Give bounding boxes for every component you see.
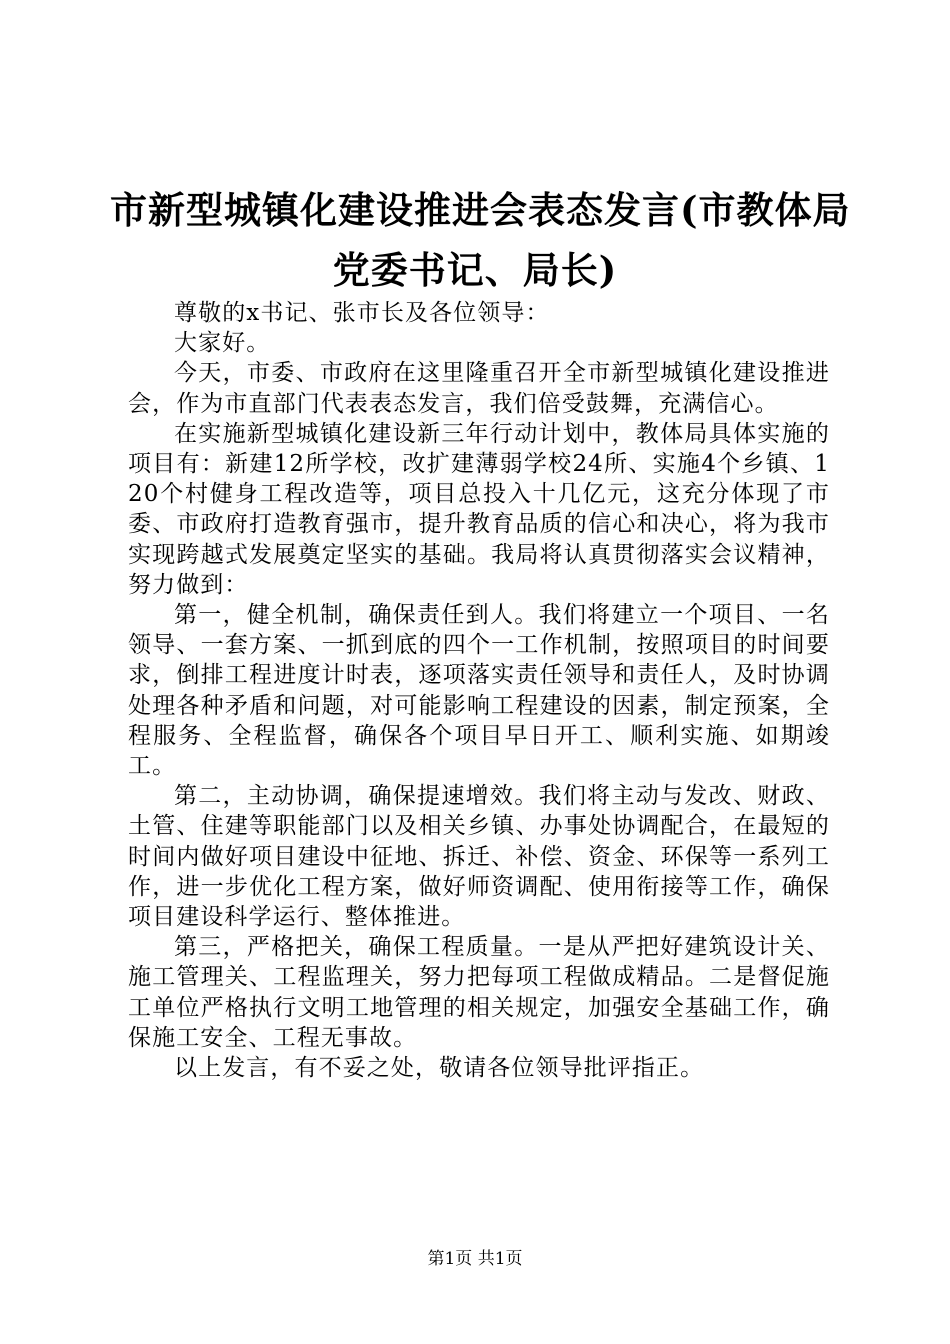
paragraph-intro: 今天，市委、市政府在这里隆重召开全市新型城镇化建设推进会，作为市直部门代表表态发言，我们倍受鼓舞，充满信心。 (128, 360, 830, 417)
page-footer: 第1页 共1页 (427, 1249, 523, 1269)
paragraph-projects: 在实施新型城镇化建设新三年行动计划中，教体局具体实施的项目有：新建12所学校，改扩建薄弱学校24所、实施4个乡镇、120个村健身工程改造等，项目总投入十几亿元，这充分体现了市委、市政府打造教育强市，提升教育品质的信心和决心，将为我市实现跨越式发展奠定坚实的基础。我局将认真贯彻落实会议精神，努力做到： (128, 420, 830, 598)
paragraph-first: 第一，健全机制，确保责任到人。我们将建立一个项目、一名领导、一套方案、一抓到底的四个一工作机制，按照项目的时间要求，倒排工程进度计时表，逐项落实责任领导和责任人，及时协调处理各种矛盾和问题，对可能影响工程建设的因素，制定预案，全程服务、全程监督，确保各个项目早日开工、顺利实施、如期竣工。 (128, 602, 830, 780)
paragraph-second: 第二，主动协调，确保提速增效。我们将主动与发改、财政、土管、住建等职能部门以及相关乡镇、办事处协调配合，在最短的时间内做好项目建设中征地、拆迁、补偿、资金、环保等一系列工作，进一步优化工程方案，做好师资调配、使用衔接等工作，确保项目建设科学运行、整体推进。 (128, 783, 830, 931)
paragraph-third: 第三，严格把关，确保工程质量。一是从严把好建筑设计关、施工管理关、工程监理关，努力把每项工程做成精品。二是督促施工单位严格执行文明工地管理的相关规定，加强安全基础工作，确保施工安全、工程无事故。 (128, 934, 830, 1051)
document-title (110, 180, 851, 300)
paragraph-closing: 以上发言，有不妥之处，敬请各位领导批评指正。 (174, 1055, 705, 1082)
salutation: 尊敬的x书记、张市长及各位领导： (174, 300, 550, 326)
title-line-2: 党委书记、局长) (332, 248, 618, 292)
document-body (128, 298, 830, 1083)
title-line-1: 市新型城镇化建设推进会表态发言(市教体局 (110, 188, 851, 232)
greeting: 大家好。 (174, 330, 271, 357)
